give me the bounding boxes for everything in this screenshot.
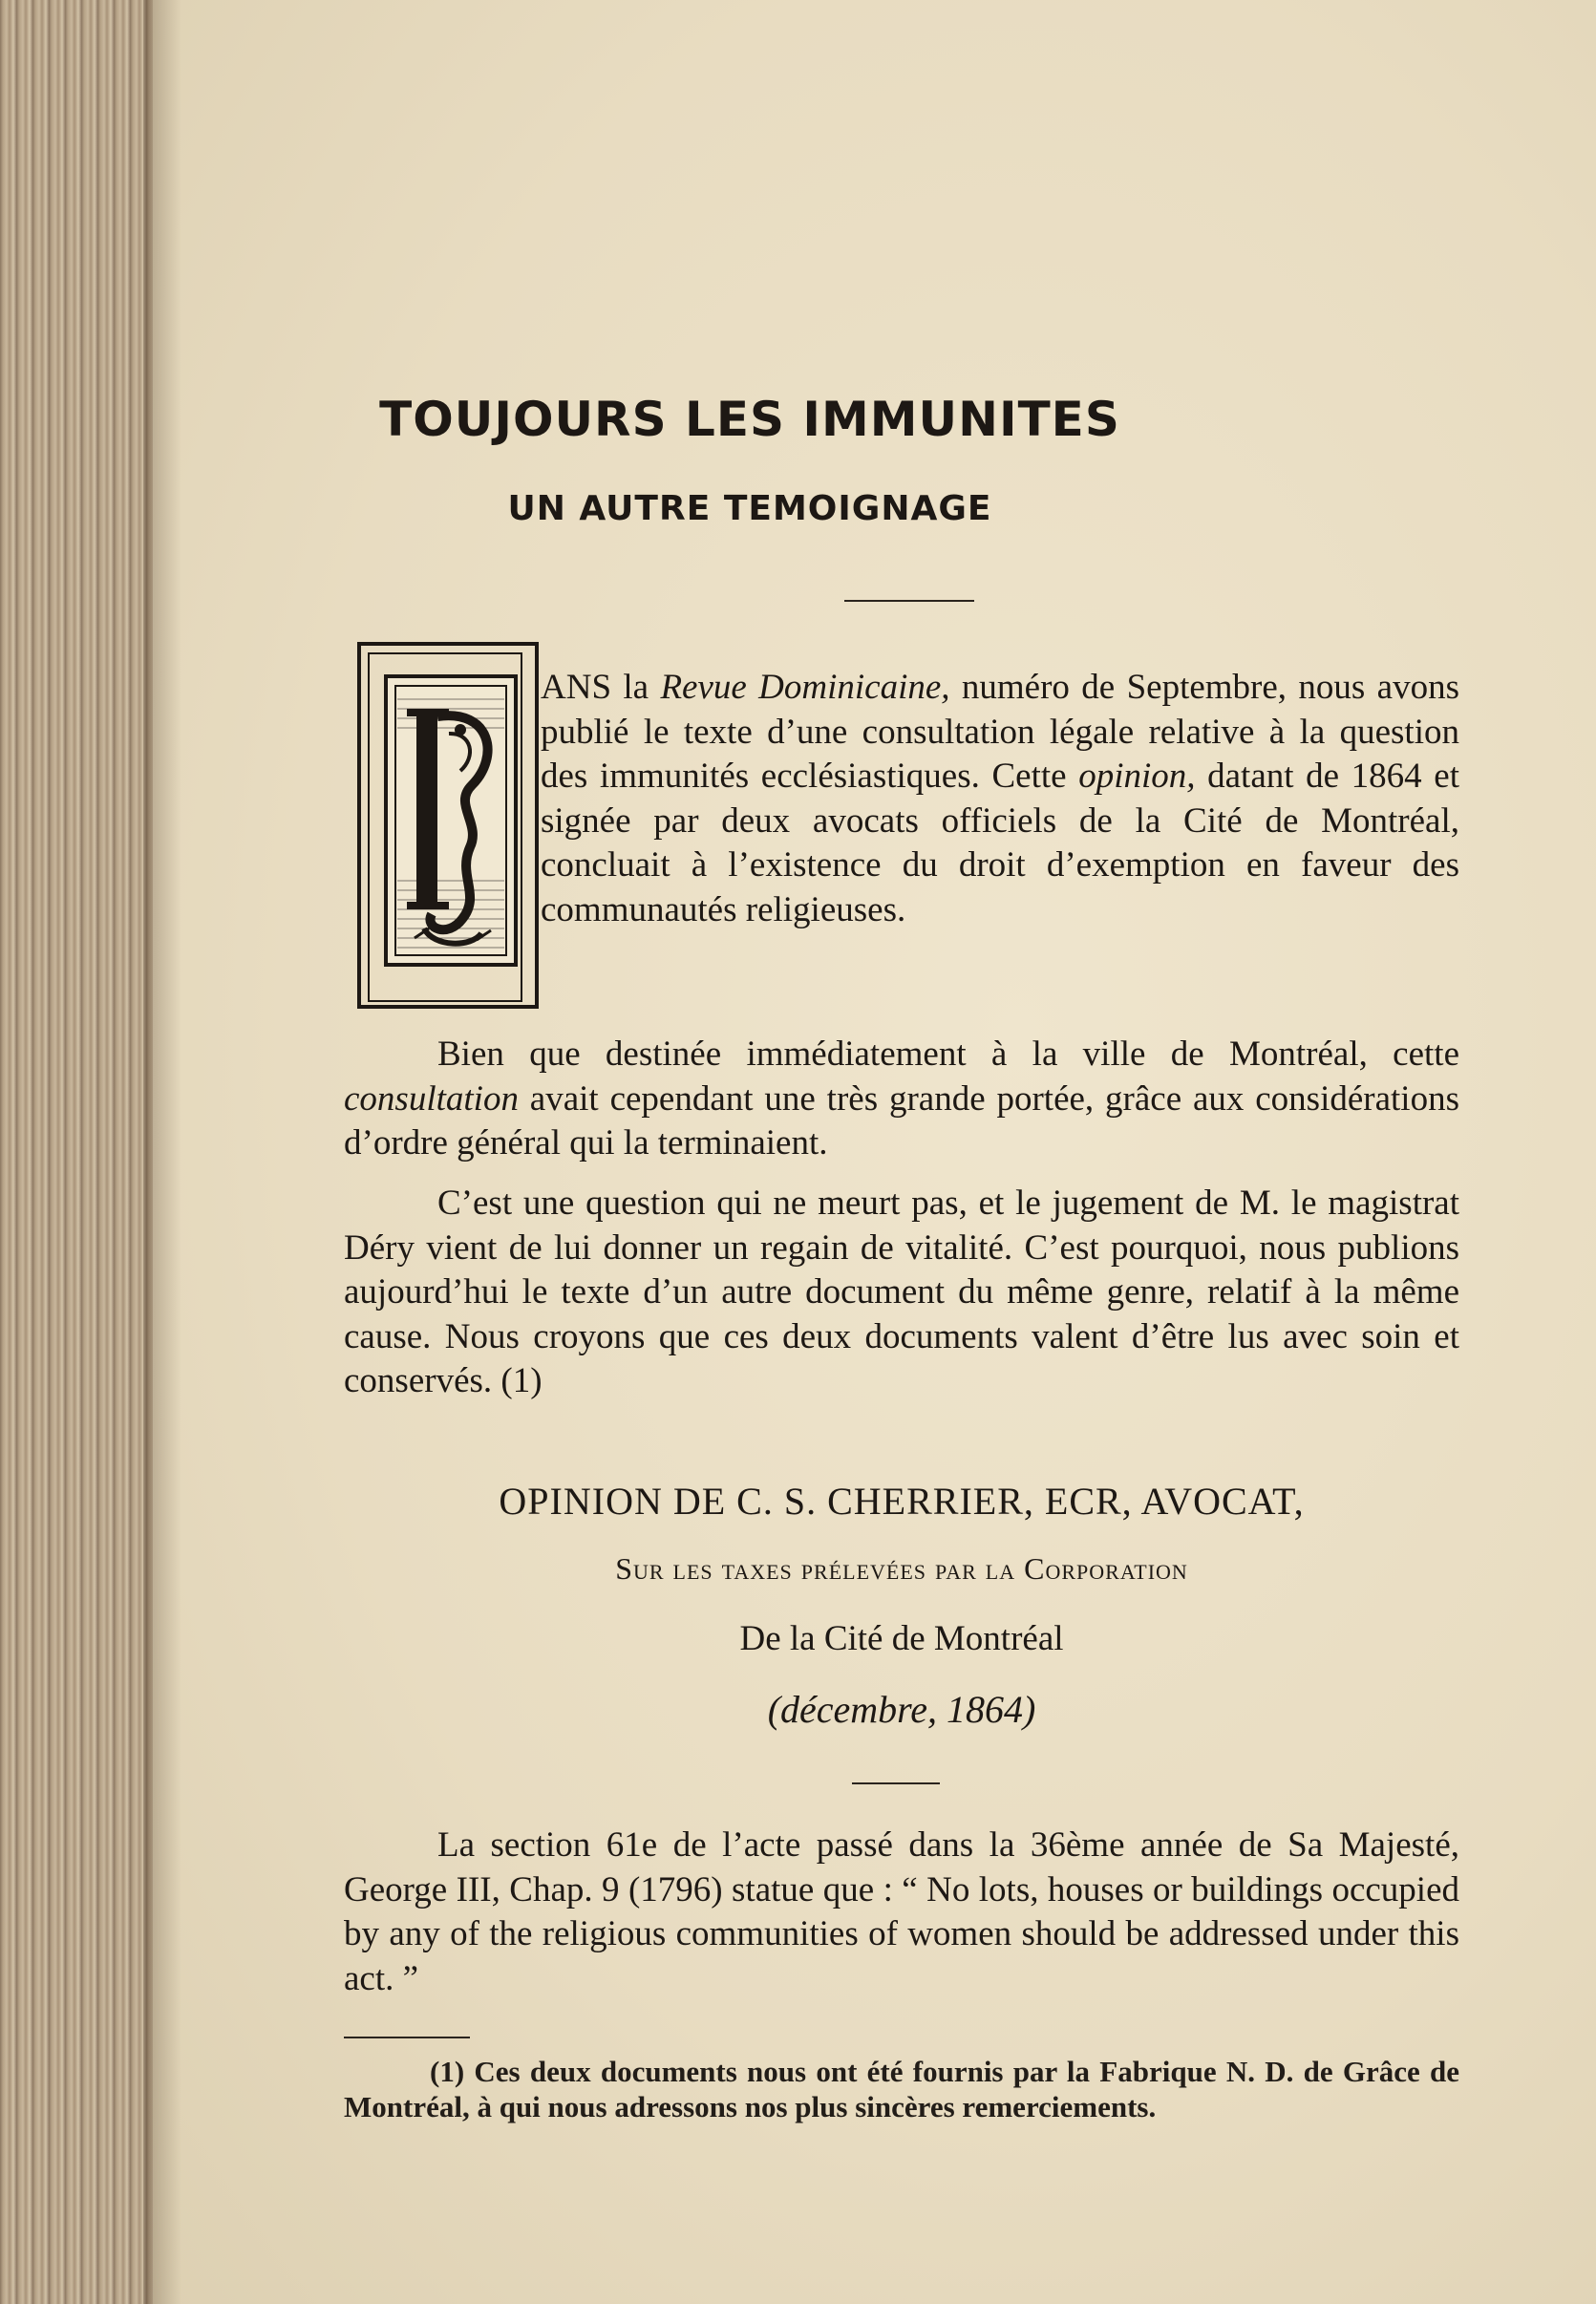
italic-revue: Revue Dominicaine,: [660, 668, 950, 707]
intro-paragraph-3: C’est une question qui ne meurt pas, et le jugement de M. le magistrat Déry vient de lui donner un regain de vitalité. C’est pourquoi, nous publions aujourd’hui le texte d’un autre document du même genre, relatif à la même cause. Nous croyons que ces deux documents valent d’être lus avec soin et conservés. (1): [344, 1184, 1459, 1400]
opinion-subtitle: Sur les taxes prélevées par la Corporation: [615, 1551, 1188, 1586]
opinion-title: OPINION DE C. S. CHERRIER, ECR, AVOCAT,: [499, 1480, 1305, 1523]
footnote-divider: [344, 2037, 470, 2038]
dropcap-ornament: [357, 642, 539, 1009]
intro-paragraph-2: [344, 1033, 1459, 1166]
title-divider: [844, 600, 974, 602]
gutter-shadow: [143, 0, 181, 2304]
footnote: (1) Ces deux documents nous ont été fournis par la Fabrique N. D. de Grâce de Montréal, à qui nous adressons nos plus sincères remerciements.: [344, 2055, 1459, 2123]
italic-opinion: opinion,: [1078, 757, 1196, 796]
text-run: ANS la: [541, 668, 661, 707]
intro-paragraph-1: [541, 666, 1459, 932]
article-subtitle: UN AUTRE TEMOIGNAGE: [507, 489, 992, 528]
italic-consultation: consultation: [344, 1078, 519, 1119]
text-run: numéro de Septembre, nous avons publié le texte d’une consultation légale relative à la question des immunités ecclésiastiques. Cette: [541, 668, 1459, 796]
text-run: datant de 1864 et signée par deux avocats officiels de la Cité de Montréal, concluait à l’existence du droit d’exemption en faveur des communautés religieuses.: [541, 757, 1459, 929]
text-run: avait cependant une très grande portée, grâce aux considérations d’ordre général qui la terminaient.: [344, 1078, 1459, 1163]
opinion-divider: [852, 1782, 940, 1784]
book-edge: [0, 0, 153, 2304]
text-run: Bien que destinée immédiatement à la ville de Montréal, cette: [437, 1035, 1459, 1074]
opinion-date: (décembre, 1864): [767, 1688, 1036, 1731]
opinion-city: De la Cité de Montréal: [739, 1619, 1064, 1658]
article-title: TOUJOURS LES IMMUNITES: [379, 392, 1120, 447]
body-paragraph: La section 61e de l’acte passé dans la 36ème année de Sa Majesté, George III, Chap. 9 (1796) statue que : “ No lots, houses or buildings occupied by any of the religious communities of women should be addressed under this act. ”: [344, 1825, 1459, 1998]
